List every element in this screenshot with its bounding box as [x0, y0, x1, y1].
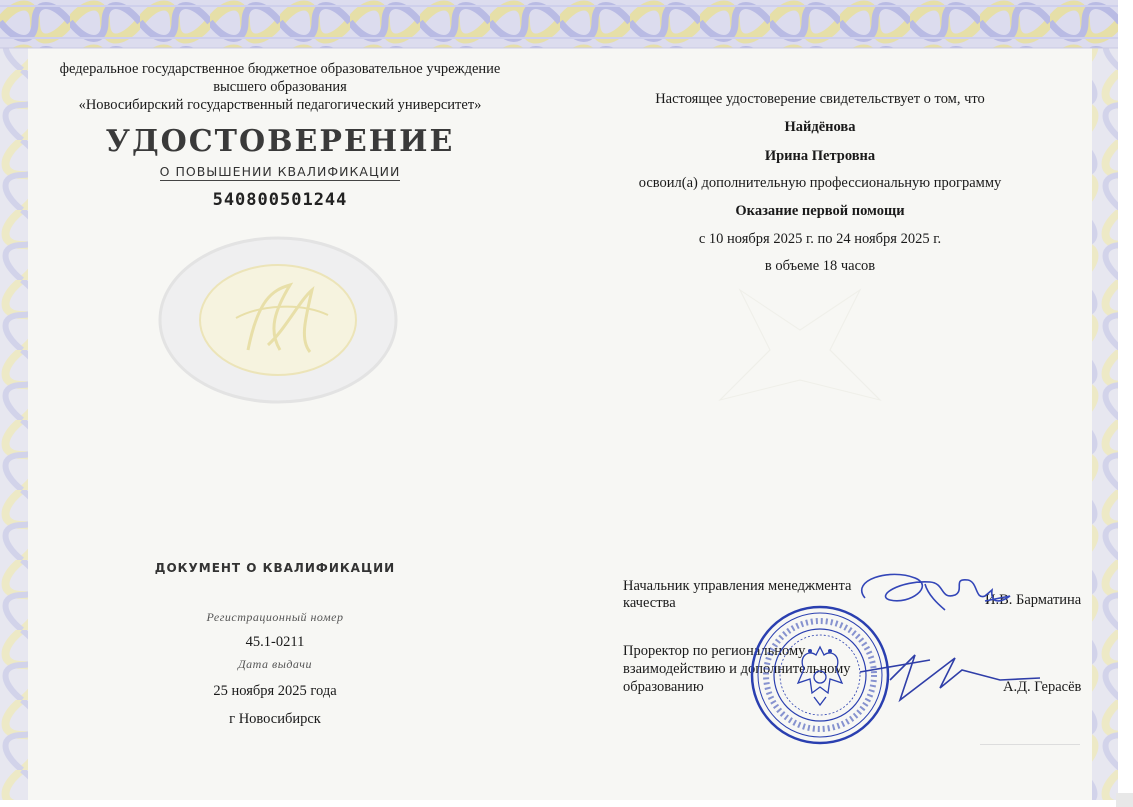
background-watermark — [90, 380, 470, 420]
study-period: с 10 ноября 2025 г. по 24 ноября 2025 г. — [698, 231, 942, 247]
document-type: ДОКУМЕНТ О КВАЛИФИКАЦИИ — [154, 561, 396, 575]
holder-surname: Найдёнова — [784, 119, 856, 135]
institution-line1: федеральное государственное бюджетное образовательное учреждение — [59, 61, 501, 77]
registration-label: Регистрационный номер — [206, 610, 344, 624]
certificate-subtitle-text: О ПОВЫШЕНИИ КВАЛИФИКАЦИИ — [159, 164, 401, 179]
official-seal-icon — [752, 607, 888, 743]
program-name: Оказание первой помощи — [735, 203, 905, 219]
viewer-right-margin — [1118, 0, 1133, 807]
emblem-icon — [160, 238, 396, 402]
issue-city: г Новосибирск — [229, 711, 321, 727]
certificate-title: УДОСТОВЕРЕНИЕ — [105, 124, 455, 159]
signer1-position-line2: качества — [623, 595, 676, 611]
intro-text: Настоящее удостоверение свидетельствует о том, что — [655, 91, 985, 107]
viewer-bottom-margin — [0, 800, 1133, 807]
issue-date: 25 ноября 2025 года — [213, 683, 337, 699]
signer1-name: И.В. Барматина — [985, 592, 1082, 608]
signer2-position-line2: взаимодействию и дополнительному — [623, 661, 851, 677]
signature1-icon — [862, 574, 1010, 610]
mastered-text: освоил(а) дополнительную профессиональную программу — [638, 175, 1002, 191]
scrollbar-corner[interactable] — [1116, 793, 1133, 807]
watermark-star-icon — [720, 290, 880, 400]
study-volume: в объеме 18 часов — [764, 258, 876, 274]
serial-number: 540800501244 — [212, 190, 348, 210]
registration-number: 45.1-0211 — [245, 634, 305, 650]
signatures-and-seal — [740, 560, 1110, 790]
issue-date-label: Дата выдачи — [238, 657, 312, 671]
signer1-position-line1: Начальник управления менеджмента — [623, 578, 852, 594]
certificate-subtitle — [120, 164, 440, 179]
signer2-name: А.Д. Герасёв — [1003, 679, 1082, 695]
institution-block — [40, 60, 520, 114]
institution-line2: высшего образования — [213, 79, 347, 95]
printer-mark — [980, 744, 1080, 751]
holder-given-names: Ирина Петровна — [764, 148, 876, 164]
signer2-position-line3: образованию — [623, 679, 704, 695]
institution-line3: «Новосибирский государственный педагогический университет» — [78, 97, 482, 113]
signer2-position-line1: Проректор по региональному — [623, 643, 806, 659]
